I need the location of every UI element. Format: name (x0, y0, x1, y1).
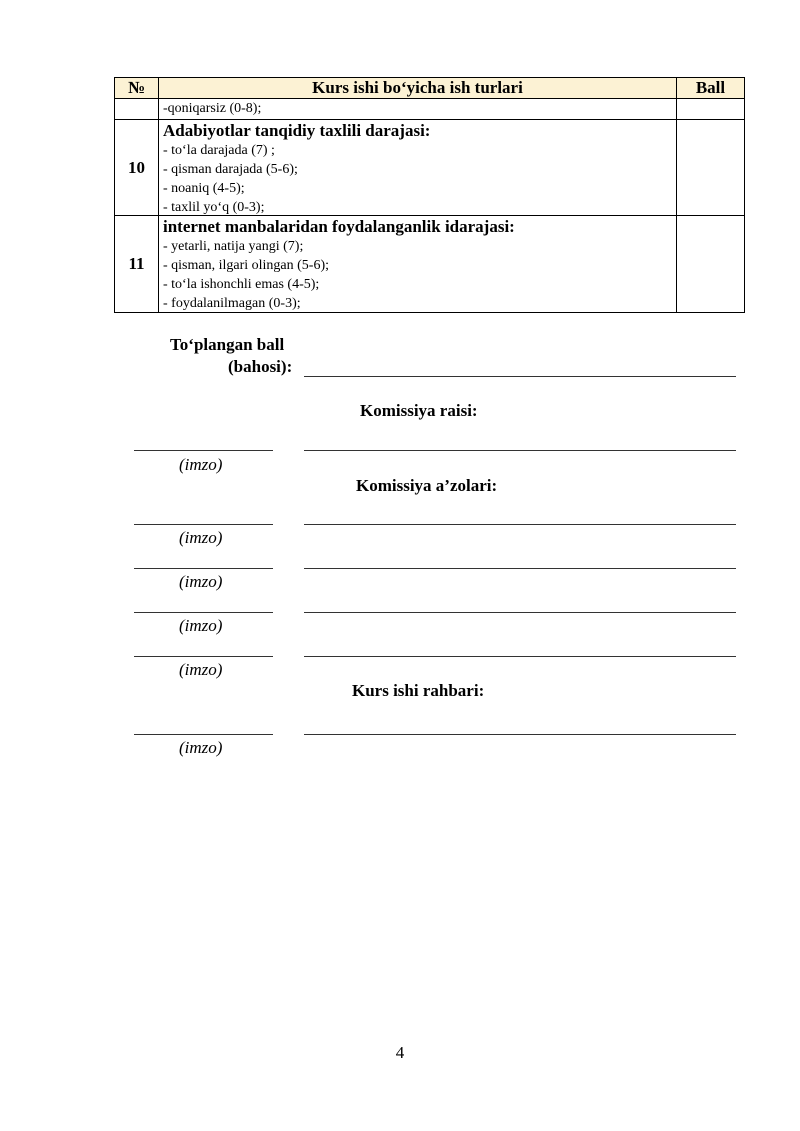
name-line (304, 612, 736, 613)
header-number: № (115, 78, 159, 99)
row-number: 10 (115, 120, 159, 216)
signature-line (134, 734, 273, 735)
total-score-sublabel: (bahosi): (228, 357, 293, 376)
criteria-item: - foydalanilmagan (0-3); (163, 296, 301, 311)
criteria-item: - to‘la ishonchli emas (4-5); (163, 277, 320, 292)
signature-caption: (imzo) (179, 528, 223, 547)
row-ball-cell (677, 120, 745, 216)
name-line (304, 734, 736, 735)
name-line (304, 656, 736, 657)
supervisor-heading: Kurs ishi rahbari: (352, 681, 485, 700)
criteria-item: - yetarli, natija yangi (7); (163, 239, 304, 254)
criteria-title: internet manbalaridan foydalanganlik idarajasi: (163, 217, 515, 236)
signature-caption: (imzo) (179, 616, 223, 635)
name-line (304, 524, 736, 525)
header-work-types: Kurs ishi bo‘yicha ish turlari (159, 78, 677, 99)
total-score-label: To‘plangan ball (170, 335, 285, 354)
criteria-item: - noaniq (4-5); (163, 181, 245, 196)
signature-caption: (imzo) (179, 660, 223, 679)
name-line (304, 450, 736, 451)
signature-line (134, 524, 273, 525)
signature-caption: (imzo) (179, 738, 223, 757)
members-heading: Komissiya a’zolari: (356, 476, 498, 495)
signature-line (134, 612, 273, 613)
criteria-title: Adabiyotlar tanqidiy taxlili darajasi: (163, 121, 431, 140)
total-score-line (304, 376, 736, 377)
continuation-number (115, 99, 159, 120)
row-criteria (159, 216, 677, 313)
criteria-item: - to‘la darajada (7) ; (163, 143, 275, 158)
continuation-ball (677, 99, 745, 120)
name-line (304, 568, 736, 569)
row-ball-cell (677, 216, 745, 313)
criteria-item: - qisman, ilgari olingan (5-6); (163, 258, 330, 273)
row-criteria (159, 120, 677, 216)
criteria-item: - qisman darajada (5-6); (163, 162, 298, 177)
evaluation-table (114, 77, 745, 313)
header-ball: Ball (677, 78, 745, 99)
row-number: 11 (115, 216, 159, 313)
page-number: 4 (395, 1043, 405, 1062)
signature-caption: (imzo) (179, 455, 223, 474)
criteria-item: - taxlil yo‘q (0-3); (163, 200, 265, 215)
chair-heading: Komissiya raisi: (360, 401, 478, 420)
signature-line (134, 568, 273, 569)
signature-line (134, 656, 273, 657)
continuation-text: -qoniqarsiz (0-8); (159, 99, 677, 120)
signature-caption: (imzo) (179, 572, 223, 591)
signature-line (134, 450, 273, 451)
